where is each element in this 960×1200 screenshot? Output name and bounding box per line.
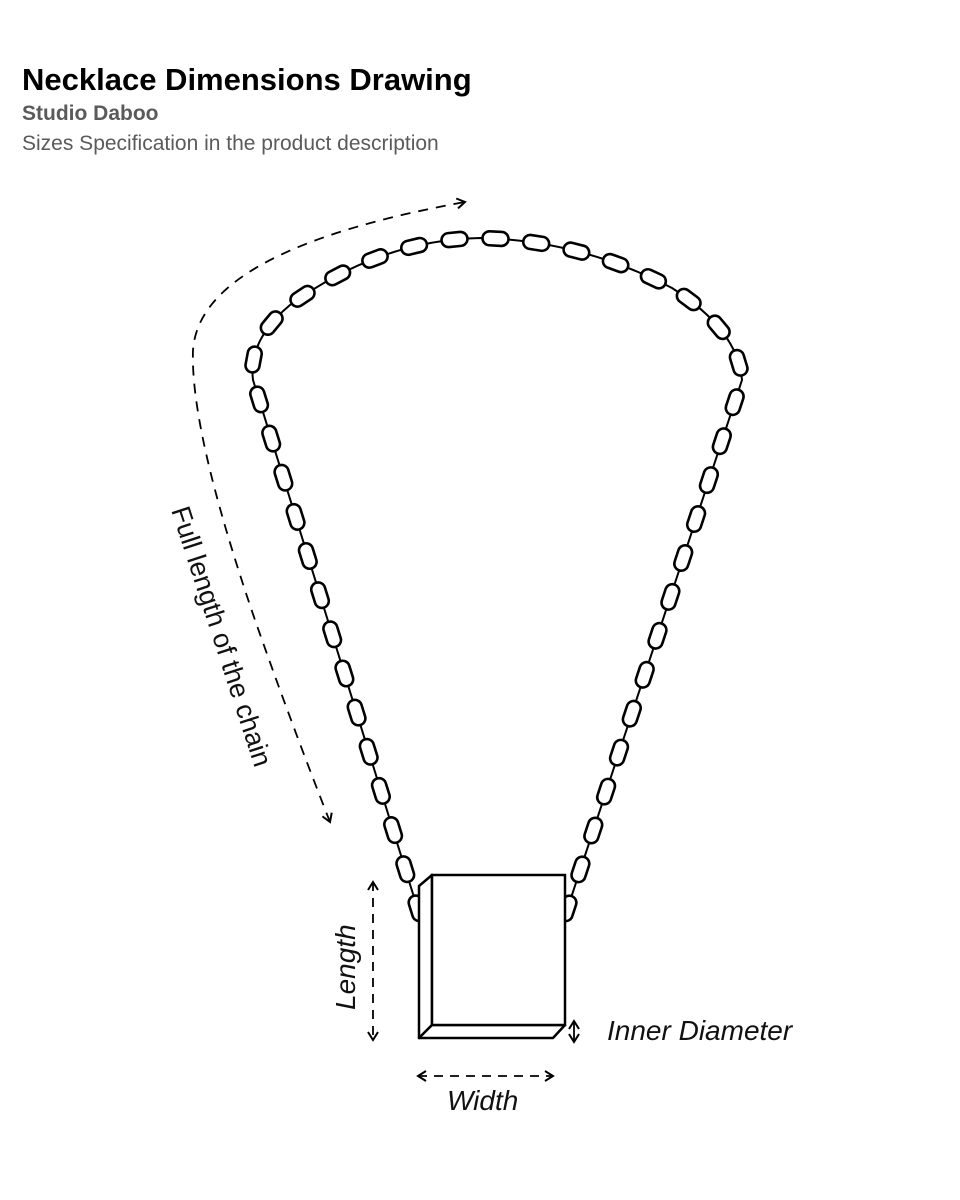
chain-link (647, 621, 668, 650)
chain-line (252, 238, 742, 910)
pendant-front-face (419, 875, 432, 1038)
chain-length-label: Full length of the chain (165, 502, 278, 771)
chain-link (258, 309, 285, 338)
chain-links (244, 231, 749, 923)
chain-link (395, 855, 416, 884)
chain-link (441, 231, 468, 248)
width-label: Width (447, 1085, 519, 1116)
chain-link (261, 424, 282, 453)
chain-link (522, 234, 550, 252)
inner-diameter-label: Inner Diameter (607, 1015, 793, 1046)
chain-link (672, 543, 693, 572)
pendant-top-face (432, 875, 565, 1025)
chain-link (400, 237, 429, 257)
chain-length-arrow (193, 202, 465, 822)
chain-link (273, 463, 294, 492)
chain-link (601, 252, 630, 274)
chain-link (360, 247, 389, 269)
chain-link (685, 504, 706, 533)
chain-link (674, 286, 703, 313)
chain-link (698, 466, 719, 495)
brand-name: Studio Daboo (22, 102, 159, 125)
chain-link (370, 776, 391, 805)
page-caption: Sizes Specification in the product description (22, 132, 439, 155)
chain-link (562, 241, 591, 261)
pendant-bottom-face (419, 1025, 565, 1038)
chain-link (608, 738, 629, 767)
length-label: Length (330, 924, 361, 1010)
chain-link (634, 660, 655, 689)
page-title: Necklace Dimensions Drawing (22, 62, 472, 97)
chain-link (639, 267, 668, 291)
chain-link (346, 698, 367, 727)
chain-link (660, 582, 681, 611)
chain-link (383, 816, 404, 845)
chain-link (244, 345, 263, 373)
chain-link (309, 581, 330, 610)
chain-link (621, 699, 642, 728)
chain-link (482, 231, 509, 246)
chain-link (728, 348, 749, 377)
chain-link (288, 283, 317, 309)
chain-link (595, 777, 616, 806)
chain-link (724, 388, 745, 417)
chain-link (297, 542, 318, 571)
pendant (419, 875, 565, 1038)
chain-link (705, 313, 732, 342)
chain-link (583, 816, 604, 845)
chain-link (285, 502, 306, 531)
chain-link (358, 737, 379, 766)
chain-link (334, 659, 355, 688)
chain-link (711, 427, 732, 456)
chain-link (322, 620, 343, 649)
chain-link (249, 385, 270, 414)
chain-link (323, 263, 353, 287)
chain-link (570, 855, 591, 884)
